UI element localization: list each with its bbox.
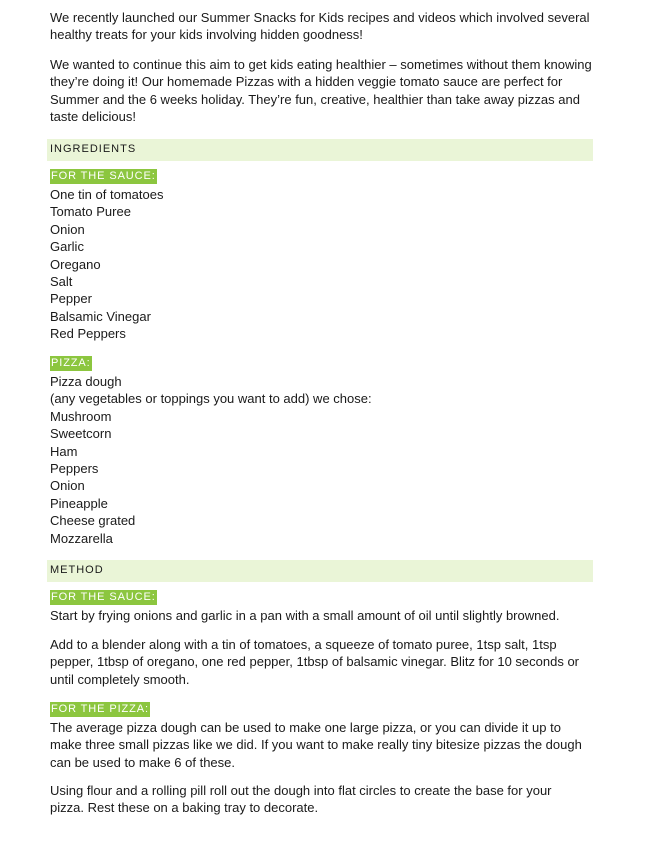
sauce-ingredient-item: One tin of tomatoes (50, 187, 164, 202)
sauce-ingredient-item: Oregano (50, 256, 101, 272)
sauce-ingredients-list (50, 186, 163, 343)
sauce-ingredient-item: Pepper (50, 291, 92, 307)
intro-paragraph-2: We wanted to continue this aim to get kids eating healthier – sometimes without them knowing they’re doing it! Our homemade Pizzas with a hidden veggie tomato sauce are perfect for Summer and the 6 weeks holiday. They’re fun, creative, healthier than take away pizzas and taste delicious! (50, 57, 592, 124)
pizza-ingredient-item: Sweetcorn (50, 426, 112, 442)
sauce-ingredient-item: Garlic (50, 239, 84, 255)
sauce-ingredient-item: Red Peppers (50, 326, 126, 342)
ingredients-sauce-label: FOR THE SAUCE: (51, 170, 156, 182)
pizza-ingredient-item: Mushroom (50, 408, 112, 424)
pizza-ingredient-item: Ham (50, 443, 78, 459)
pizza-ingredient-item: Onion (50, 478, 85, 494)
pizza-ingredient-item: Peppers (50, 461, 99, 477)
ingredients-heading-bar (47, 139, 593, 161)
pizza-ingredient-item: Pineapple (50, 495, 108, 511)
pizza-ingredients-list (50, 373, 372, 547)
sauce-ingredient-item: Tomato Puree (50, 204, 131, 220)
sauce-ingredient-item: Balsamic Vinegar (50, 308, 151, 324)
method-pizza-step-2: Using flour and a rolling pill roll out the dough into flat circles to create the base for your pizza. Rest these on a baking tray to decorate. (50, 783, 552, 816)
pizza-ingredient-item: Cheese grated (50, 513, 136, 529)
ingredients-pizza-label: PIZZA: (51, 357, 91, 369)
method-sauce-step-2: Add to a blender along with a tin of tomatoes, a squeeze of tomato puree, 1tsp salt, 1tsp pepper, 1tbsp of oregano, one red pepper, 1tbsp of balsamic vinegar. Blitz for 10 seconds or until completely smooth. (50, 637, 580, 687)
pizza-ingredient-item: (any vegetables or toppings you want to add) we chose: (50, 391, 372, 407)
intro-paragraph-1: We recently launched our Summer Snacks for Kids recipes and videos which involved several healthy treats for your kids involving hidden goodness! (50, 10, 590, 43)
method-sauce-label: FOR THE SAUCE: (51, 591, 156, 603)
sauce-ingredient-item: Salt (50, 274, 73, 290)
method-heading: METHOD (50, 564, 104, 576)
method-sauce-step-1: Start by frying onions and garlic in a pan with a small amount of oil until slightly browned. (50, 608, 560, 623)
method-heading-bar (47, 560, 593, 582)
sauce-ingredient-item: Onion (50, 221, 85, 237)
pizza-ingredient-item: Pizza dough (50, 374, 122, 389)
method-pizza-step-1: The average pizza dough can be used to make one large pizza, or you can divide it up to make three small pizzas like we did. If you want to make really tiny bitesize pizzas the dough can be used to make 6 of these. (50, 720, 582, 770)
pizza-ingredient-item: Mozzarella (50, 530, 113, 546)
method-pizza-label: FOR THE PIZZA: (51, 703, 149, 715)
ingredients-heading: INGREDIENTS (50, 143, 137, 155)
